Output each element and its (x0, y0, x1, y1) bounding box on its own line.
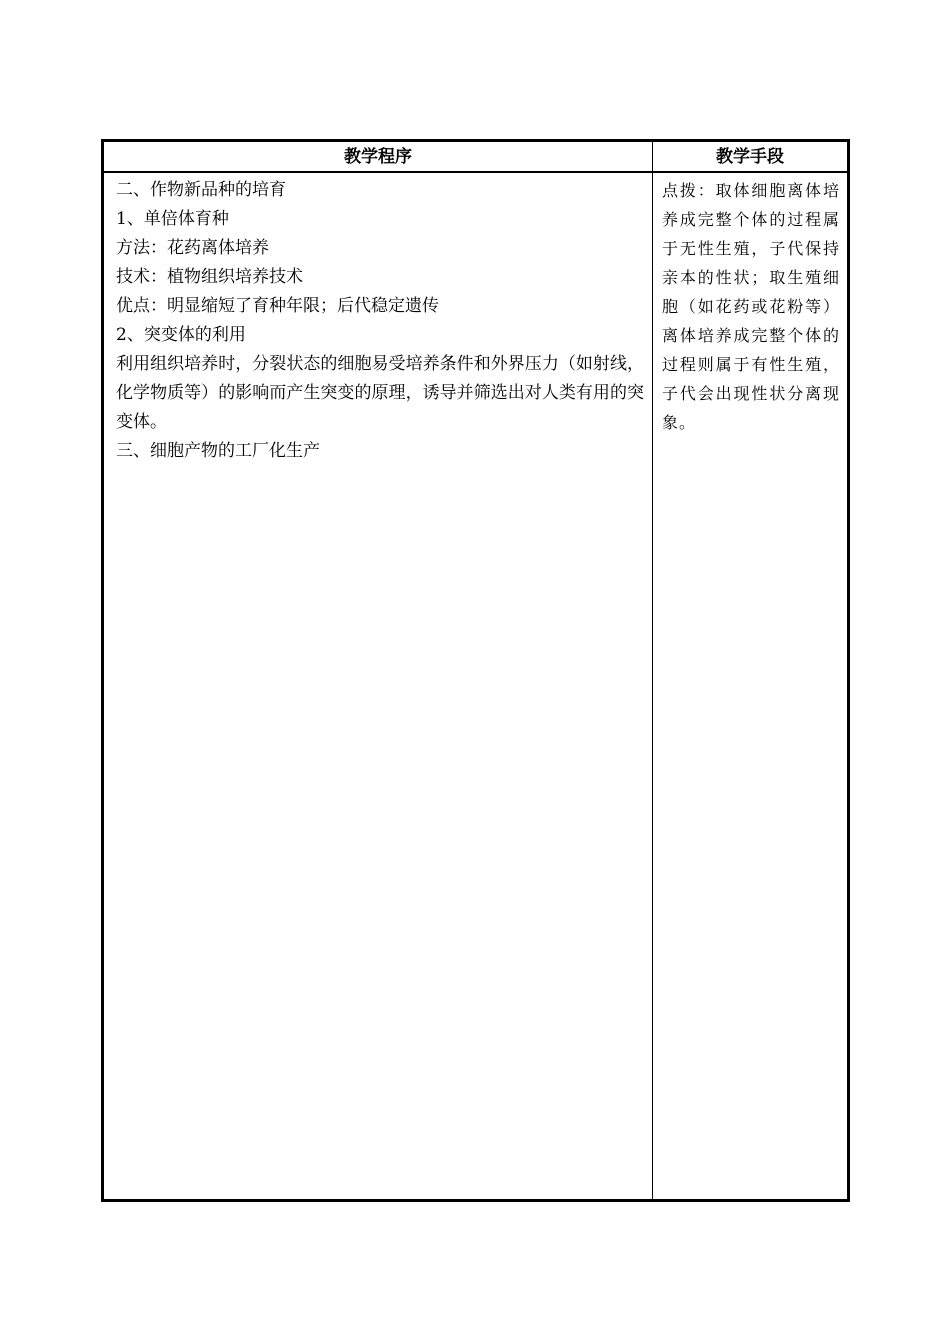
header-teaching-procedure: 教学程序 (344, 147, 412, 167)
procedure-cell (116, 176, 644, 466)
header-teaching-methods: 教学手段 (716, 147, 784, 167)
lesson-plan-table (101, 139, 850, 1202)
methods-cell: 点拨：取体细胞离体培养成完整个体的过程属于无性生殖，子代保持亲本的性状；取生殖细胞（如花药或花粉等）离体培养成完整个体的过程则属于有性生殖，子代会出现性状分离现象。 (662, 181, 840, 432)
item-two-title: 2、突变体的利用 (116, 325, 246, 345)
item-two-paragraph: 利用组织培养时，分裂状态的细胞易受培养条件和外界压力（如射线，化学物质等）的影响而产生突变的原理，诱导并筛选出对人类有用的突变体。 (116, 354, 644, 432)
item-one-title: 1、单倍体育种 (116, 209, 229, 229)
item-one-technique: 技术：植物组织培养技术 (116, 267, 303, 287)
item-one-advantage: 优点：明显缩短了育种年限；后代稳定遗传 (116, 296, 439, 316)
item-one-method: 方法：花药离体培养 (116, 238, 269, 258)
section-three-title: 三、细胞产物的工厂化生产 (116, 441, 320, 461)
column-divider (652, 142, 653, 1199)
section-two-title: 二、作物新品种的培育 (116, 180, 286, 200)
table-header-row (104, 142, 847, 173)
